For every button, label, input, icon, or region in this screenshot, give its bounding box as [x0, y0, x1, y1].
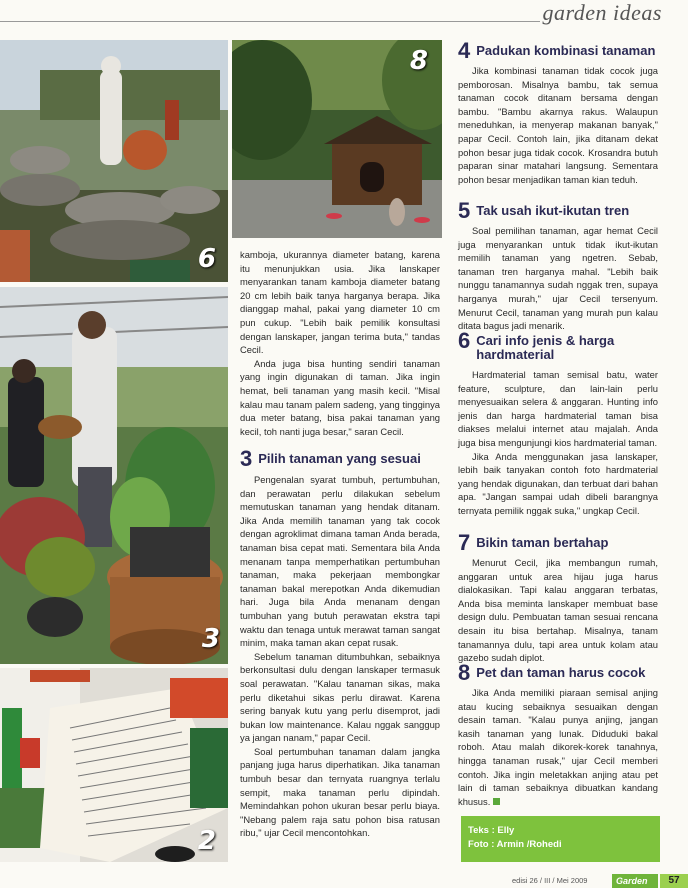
section-text-4 — [458, 64, 658, 186]
section-text-8 — [458, 686, 658, 808]
photo-plant-nursery — [0, 287, 228, 664]
paragraph: Menurut Cecil, jika membangun rumah, anggaran untuk area hijau juga harus dialokasikan. Tapi kalau anggaran terbatas, Anda bisa meminta lanskaper membuat base design dulu. Pembuatan taman sesuai rencana desain itu bisa bertahap. Misalnya, tanam tanamannya dulu, tapi area untuk kolam atau gazebo sudah diplot. — [458, 557, 658, 664]
section-number: 8 — [458, 660, 471, 685]
section-number: 3 — [240, 446, 253, 471]
paragraph: Soal pemilihan tanaman, agar hemat Cecil juga menyarankan untuk tidak ikut-ikutan memilih tanaman yang ngetren. Sebab, tanaman tren harganya mahal. "Lebih baik nunggu tanamannya sudah nggak tren, supaya harganya murah," ujar Cecil tersenyum. Menurut Cecil, tanaman yang murah pun kalau ditata bagus jadi menarik. — [458, 225, 658, 332]
section-heading-8 — [458, 662, 673, 684]
body-column-left — [240, 248, 440, 438]
header-title: garden ideas — [542, 0, 662, 25]
paragraph: Jika kombinasi tanaman tidak cocok juga pemborosan. Misalnya bambu, tak semua tanaman cocok ditanam bersama dengan bambu. "Bambu akarnya rakus. Walaupun meneduhkan, ia menyerap makanan banyak," papar Cecil. Contoh lain, jika ditanam dekat pohon besar juga tidak cocok. Krosandra butuh paparan sinar matahari langsung. Sementara pohon besar menjadikan taman kian teduh. — [458, 65, 658, 185]
paragraph: kamboja, ukurannya diameter batang, karena itu menunjukkan usia. Jika lanskaper menyarankan tanam kamboja diameter batang 20 cm lebih baik tanya harganya berapa. Jika dianggap mahal, pakai yang diameter 10 cm pun cukup. "Lebih baik pemilik konsultasi dengan lanskaper, jangan terima buta," tandas Cecil. — [240, 249, 440, 356]
photo-number: 6 — [197, 244, 216, 274]
issue-info: edisi 26 / III / Mei 2009 — [512, 876, 588, 885]
paragraph: Sebelum tanaman ditumbuhkan, sebaiknya berkonsultasi dulu dengan lanskaper termasuk soal perawatan. "Kalau tanaman sikas, maka perlu diketahui sikas perlu dirawat. Karena sering banyak kutu yang perlu disemprot, jadi bukan low maintenance. Kalau nggak sanggup ya jangan nanam," papar Cecil. — [240, 650, 440, 744]
photo-magazines — [0, 668, 228, 862]
section-number: 7 — [458, 530, 471, 555]
credit-photo: Foto : Armin /Rohedi — [468, 839, 562, 850]
body-column-left-section3 — [240, 473, 440, 840]
paragraph: Hardmaterial taman semisal batu, water feature, sculpture, dan lain-lain perlu menyesuaikan selera & anggaran. Hunting info jenis dan harga hardmaterial taman bisa diakses melalui internet atau majalah. Anda juga bisa mengunjungi kios hardmaterial taman. — [458, 369, 658, 448]
photo-dog-house — [232, 40, 442, 238]
photo-number: 2 — [197, 826, 216, 856]
paragraph-text: Jika Anda memiliki piaraan semisal anjing atau kucing sebaiknya sesuaikan dengan desain taman. "Kalau punya anjing, jangan kasih tanaman yang lunak. Diduduki bakal roboh. Atau malah dikorek-korek tanahnya, hingga tanaman rusak," ujar Cecil memberi contoh. Jika ingin meletakkan anjing atau pet lain di taman sebaiknya dibuatkan kandang khusus. — [458, 687, 658, 807]
credit-text: Teks : Elly — [468, 825, 515, 836]
section-heading-4 — [458, 40, 673, 62]
section-heading-7 — [458, 532, 673, 554]
end-mark-icon — [493, 798, 500, 805]
section-heading-3 — [240, 448, 445, 470]
photo-fountain-statues — [0, 40, 228, 282]
paragraph: Soal pertumbuhan tanaman dalam jangka panjang juga harus diperhatikan. Jika tanaman tumbuh besar dan ternyata ruangnya terlalu sempit, maka tanaman perlu dipindah. Memindahkan pohon ukuran besar perlu biaya. "Nebang palem raja satu pohon bisa ratusan ribu," ujar Cecil mencontohkan. — [240, 745, 440, 839]
section-text-6 — [458, 368, 658, 518]
section-text-5 — [458, 224, 658, 333]
paragraph — [458, 686, 658, 808]
section-title: Tak usah ikut-ikutan tren — [476, 203, 630, 218]
section-number: 6 — [458, 328, 471, 353]
paragraph: Anda juga bisa hunting sendiri tanaman yang ingin digunakan di taman. Jika ingin hemat, beli tanaman yang masih kecil. "Misal kalau mau tanam palem sadeng, yang tingginya dua meter batang, bisa pakai tanaman yang kecil, toh nanti juga besar," saran Cecil. — [240, 357, 440, 437]
section-heading-5 — [458, 200, 673, 222]
section-title: Pilih tanaman yang sesuai — [258, 451, 421, 466]
section-number: 5 — [458, 198, 471, 223]
header-rule — [0, 21, 540, 22]
brand-label: Garden — [612, 874, 658, 888]
section-title: Bikin taman bertahap — [476, 535, 609, 550]
section-text-7 — [458, 556, 658, 665]
section-title: Pet dan taman harus cocok — [476, 665, 646, 680]
section-title: Padukan kombinasi tanaman — [476, 43, 656, 58]
paragraph: Jika Anda menggunakan jasa lanskaper, lebih baik tanyakan contoh foto hardmaterial yang hendak digunakan, dan terbuat dari bahan apa. "Jangan sampai udah dibeli barangnya ternyata pemilik nggak suka," ungkap Cecil. — [458, 450, 658, 516]
section-number: 4 — [458, 38, 471, 63]
photo-number: 8 — [409, 46, 428, 76]
credit-box — [461, 816, 660, 862]
photo-number: 3 — [201, 624, 220, 654]
section-heading-6 — [458, 330, 673, 362]
page-number: 57 — [660, 874, 688, 888]
paragraph: Pengenalan syarat tumbuh, pertumbuhan, dan perawatan perlu dilakukan sebelum memutuskan tanaman yang hendak ditanam. Jika Anda memilih tanaman yang tak cocok dengan agroklimat dimana taman Anda berada, tanaman bisa cepat mati. Sementara bila Anda menanam tanpa memperhatikan pertumbuhan tanaman, maka pekerjaan membongkar tanaman bakal merepotkan Anda dikemudian hari. Juga bila Anda menanam dengan tumbuhan yang butuh perawatan ekstra tapi waktu dan tenaga untuk merawat taman sangat minim, maka taman akan cepat rusak. — [240, 474, 440, 649]
section-title: Cari info jenis & harga hardmaterial — [476, 333, 615, 362]
